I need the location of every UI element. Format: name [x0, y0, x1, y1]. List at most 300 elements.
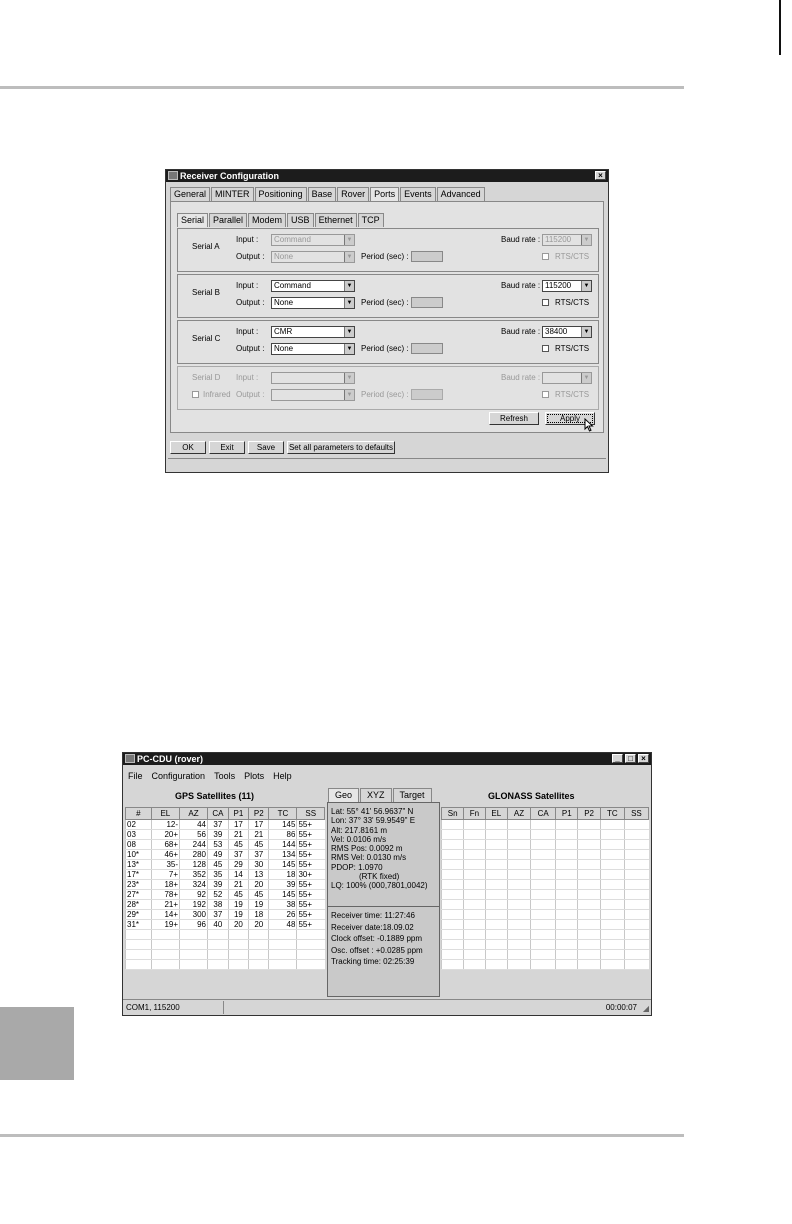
table-cell: [485, 860, 507, 870]
table-cell: [442, 890, 464, 900]
chevron-down-icon: ▼: [344, 390, 354, 400]
table-cell: [600, 820, 624, 830]
table-cell: [208, 950, 229, 960]
table-cell: [228, 930, 248, 940]
empty-row: [442, 820, 649, 830]
table-cell: 68+: [151, 840, 179, 850]
window-title: Receiver Configuration: [180, 171, 280, 181]
time-info-line: Receiver date:18.09.02: [331, 922, 414, 932]
table-cell: [507, 910, 530, 920]
column-header-p1[interactable]: P1: [556, 808, 578, 820]
table-cell: [442, 850, 464, 860]
chevron-down-icon: ▼: [344, 281, 354, 291]
chevron-down-icon: ▼: [344, 235, 354, 245]
port-type-tab-bar: [177, 213, 385, 227]
infrared-checkbox[interactable]: [192, 391, 199, 398]
table-row[interactable]: [126, 840, 325, 850]
geo-info-line: PDOP: 1.0970: [331, 862, 383, 872]
serial-c-output-select[interactable]: [271, 343, 355, 355]
table-cell: [507, 880, 530, 890]
table-cell: 23*: [126, 880, 152, 890]
table-cell: [556, 870, 578, 880]
tab-usb[interactable]: USB: [287, 213, 314, 227]
table-cell: [556, 860, 578, 870]
empty-row: [442, 860, 649, 870]
table-cell: [578, 890, 600, 900]
table-cell: [624, 890, 648, 900]
table-cell: [578, 950, 600, 960]
table-cell: [578, 880, 600, 890]
serial-c-label: Serial C: [192, 334, 221, 343]
empty-row: [442, 960, 649, 970]
baud-rate-label: Baud rate :: [501, 373, 541, 382]
table-cell: 19: [249, 900, 269, 910]
output-label: Output :: [236, 252, 265, 261]
table-cell: [578, 860, 600, 870]
ok-button[interactable]: OK: [170, 441, 206, 454]
serial-c-baud-select[interactable]: [542, 326, 592, 338]
table-cell: 86: [269, 830, 297, 840]
table-cell: [208, 960, 229, 970]
column-header-tc[interactable]: TC: [600, 808, 624, 820]
table-cell: [151, 960, 179, 970]
table-cell: [624, 950, 648, 960]
table-cell: [507, 830, 530, 840]
pccdu-window: [122, 752, 652, 1016]
column-header-p1[interactable]: P1: [228, 808, 248, 820]
table-cell: [507, 900, 530, 910]
table-cell: [249, 930, 269, 940]
geo-info-line: Vel: 0.0106 m/s: [331, 834, 387, 844]
table-cell: [126, 940, 152, 950]
table-row[interactable]: [126, 830, 325, 840]
serial-d-period-field[interactable]: [411, 389, 443, 400]
table-cell: [442, 870, 464, 880]
table-cell: [507, 820, 530, 830]
position-tab-bar: [328, 788, 433, 802]
table-cell: [531, 960, 556, 970]
table-cell: [578, 840, 600, 850]
serial-a-output-value: None: [274, 252, 294, 261]
table-cell: 145: [269, 860, 297, 870]
time-info-line: Osc. offset : +0.0285 ppm: [331, 945, 423, 955]
window-title: PC-CDU (rover): [137, 754, 204, 764]
table-cell: [556, 950, 578, 960]
column-header-num[interactable]: #: [126, 808, 152, 820]
column-header-tc[interactable]: TC: [269, 808, 297, 820]
status-bar: [123, 999, 651, 1016]
table-cell: [578, 910, 600, 920]
serial-b-baud-select[interactable]: [542, 280, 592, 292]
table-cell: [442, 940, 464, 950]
table-cell: [442, 900, 464, 910]
table-cell: 45: [228, 890, 248, 900]
table-cell: [556, 830, 578, 840]
table-cell: 13*: [126, 860, 152, 870]
table-row[interactable]: [126, 850, 325, 860]
geo-info-list: [331, 807, 428, 891]
table-cell: [442, 950, 464, 960]
table-cell: 28*: [126, 900, 152, 910]
serial-b-period-field[interactable]: [411, 297, 443, 308]
table-cell: 20: [249, 880, 269, 890]
serial-a-input-select[interactable]: [271, 234, 355, 246]
close-icon[interactable]: ×: [638, 754, 649, 763]
table-cell: [600, 860, 624, 870]
serial-a-period-field[interactable]: [411, 251, 443, 262]
serial-d-output-select[interactable]: [271, 389, 355, 401]
rtscts-label: RTS/CTS: [555, 252, 590, 261]
table-cell: [624, 870, 648, 880]
tab-parallel[interactable]: Parallel: [209, 213, 247, 227]
table-cell: [507, 840, 530, 850]
table-header-row: [126, 808, 325, 820]
menu-bar: [128, 771, 292, 781]
table-cell: 7+: [151, 870, 179, 880]
table-row[interactable]: [126, 890, 325, 900]
table-row[interactable]: [126, 920, 325, 930]
table-cell: 55+: [297, 860, 325, 870]
time-info-line: Receiver time: 11:27:46: [331, 911, 415, 920]
app-icon: [168, 171, 178, 180]
geo-info-line: RMS Pos: 0.0092 m: [331, 844, 403, 854]
output-label: Output :: [236, 344, 265, 353]
table-cell: [556, 820, 578, 830]
table-cell: 29: [228, 860, 248, 870]
table-cell: 144: [269, 840, 297, 850]
menu-item-help[interactable]: Help: [273, 771, 292, 781]
baud-rate-label: Baud rate :: [501, 235, 541, 244]
table-cell: [624, 840, 648, 850]
serial-c-rtscts-checkbox[interactable]: [542, 345, 549, 352]
table-cell: 45: [228, 840, 248, 850]
mouse-cursor-icon: [584, 418, 594, 432]
serial-a-label: Serial A: [192, 242, 220, 251]
table-cell: [556, 930, 578, 940]
serial-c-baud-value: 38400: [545, 327, 568, 336]
table-cell: [507, 920, 530, 930]
tab-ethernet[interactable]: Ethernet: [315, 213, 357, 227]
time-info-line: Tracking time: 02:25:39: [331, 957, 415, 966]
column-header-el[interactable]: EL: [151, 808, 179, 820]
serial-a-baud-select[interactable]: [542, 234, 592, 246]
tab-base[interactable]: Base: [308, 187, 337, 201]
tab-modem[interactable]: Modem: [248, 213, 286, 227]
table-cell: [600, 950, 624, 960]
serial-d-input-select[interactable]: [271, 372, 355, 384]
table-cell: [600, 960, 624, 970]
output-label: Output :: [236, 298, 265, 307]
column-header-ss[interactable]: SS: [297, 808, 325, 820]
table-cell: [485, 870, 507, 880]
table-cell: [531, 940, 556, 950]
table-cell: 14: [228, 870, 248, 880]
table-cell: [507, 960, 530, 970]
table-cell: [531, 950, 556, 960]
table-cell: [531, 930, 556, 940]
period-label: Period (sec) :: [361, 390, 409, 399]
table-cell: 92: [180, 890, 208, 900]
serial-b-output-value: None: [274, 298, 294, 307]
menu-item-file[interactable]: File: [128, 771, 143, 781]
table-row[interactable]: [126, 880, 325, 890]
table-cell: [624, 900, 648, 910]
maximize-icon[interactable]: □: [625, 754, 636, 763]
table-cell: 20: [249, 920, 269, 930]
table-cell: [269, 940, 297, 950]
close-icon[interactable]: ×: [595, 171, 606, 180]
column-header-az[interactable]: AZ: [180, 808, 208, 820]
table-header-row: [442, 808, 649, 820]
serial-b-input-value: Command: [274, 281, 311, 290]
header-rule: [0, 86, 684, 89]
page-trim-mark: [779, 0, 781, 55]
table-cell: 40: [208, 920, 229, 930]
save-button[interactable]: Save: [248, 441, 284, 454]
refresh-button[interactable]: Refresh: [489, 412, 539, 425]
table-cell: [624, 820, 648, 830]
tab-ports[interactable]: Ports: [370, 187, 399, 201]
table-cell: [600, 870, 624, 880]
table-cell: [556, 920, 578, 930]
serial-b-rtscts-checkbox[interactable]: [542, 299, 549, 306]
table-cell: 18+: [151, 880, 179, 890]
glonass-satellites-table[interactable]: [441, 807, 649, 970]
title-bar: [166, 170, 608, 182]
table-row[interactable]: [126, 910, 325, 920]
empty-row: [442, 950, 649, 960]
serial-c-input-select[interactable]: [271, 326, 355, 338]
resize-grip-icon[interactable]: ◢: [642, 1004, 649, 1013]
table-cell: [600, 910, 624, 920]
table-cell: 30: [249, 860, 269, 870]
chevron-down-icon: ▼: [344, 298, 354, 308]
column-header-el[interactable]: EL: [485, 808, 507, 820]
serial-a-output-select[interactable]: [271, 251, 355, 263]
tab-events[interactable]: Events: [400, 187, 436, 201]
table-cell: [464, 890, 485, 900]
table-cell: [442, 920, 464, 930]
chevron-down-icon: ▼: [344, 327, 354, 337]
table-cell: 19: [228, 900, 248, 910]
column-header-sn[interactable]: Sn: [442, 808, 464, 820]
table-row[interactable]: [126, 900, 325, 910]
table-cell: 39: [208, 880, 229, 890]
column-header-ca[interactable]: CA: [208, 808, 229, 820]
table-cell: [151, 940, 179, 950]
table-cell: [208, 940, 229, 950]
table-cell: [624, 920, 648, 930]
table-cell: 37: [208, 910, 229, 920]
table-cell: [464, 950, 485, 960]
table-cell: 39: [269, 880, 297, 890]
time-info-list: [331, 910, 423, 968]
table-cell: 21: [249, 830, 269, 840]
table-cell: [249, 950, 269, 960]
table-cell: 45: [249, 840, 269, 850]
column-header-az[interactable]: AZ: [507, 808, 530, 820]
table-cell: 26: [269, 910, 297, 920]
serial-b-output-select[interactable]: [271, 297, 355, 309]
set-defaults-button[interactable]: Set all parameters to defaults: [288, 443, 394, 452]
table-cell: 18: [249, 910, 269, 920]
table-cell: 17: [228, 820, 248, 830]
table-cell: [297, 930, 325, 940]
empty-row: [442, 890, 649, 900]
table-cell: [485, 930, 507, 940]
table-cell: [485, 960, 507, 970]
serial-d-baud-select[interactable]: [542, 372, 592, 384]
exit-button[interactable]: Exit: [209, 441, 245, 454]
table-cell: [600, 890, 624, 900]
table-cell: 96: [180, 920, 208, 930]
input-label: Input :: [236, 373, 259, 382]
table-cell: [600, 930, 624, 940]
serial-c-group: [177, 320, 599, 364]
gps-satellites-table[interactable]: [125, 807, 325, 970]
table-cell: 17: [249, 820, 269, 830]
column-header-fn[interactable]: Fn: [464, 808, 485, 820]
table-cell: 02: [126, 820, 152, 830]
column-header-p2[interactable]: P2: [249, 808, 269, 820]
tab-tcp[interactable]: TCP: [358, 213, 384, 227]
table-cell: [578, 870, 600, 880]
table-row[interactable]: [126, 870, 325, 880]
table-cell: [578, 900, 600, 910]
table-row[interactable]: [126, 860, 325, 870]
table-cell: [600, 880, 624, 890]
tab-rover[interactable]: Rover: [337, 187, 369, 201]
empty-row: [442, 850, 649, 860]
table-cell: 37: [208, 820, 229, 830]
receiver-configuration-window: [165, 169, 609, 473]
serial-a-rtscts-checkbox[interactable]: [542, 253, 549, 260]
main-tab-bar: [170, 187, 486, 201]
tab-positioning[interactable]: Positioning: [255, 187, 307, 201]
app-icon: [125, 754, 135, 763]
table-cell: [464, 830, 485, 840]
input-label: Input :: [236, 235, 259, 244]
table-cell: [485, 850, 507, 860]
apply-button[interactable]: Apply: [545, 412, 595, 425]
serial-d-rtscts-checkbox[interactable]: [542, 391, 549, 398]
table-cell: 21: [228, 880, 248, 890]
empty-row: [442, 940, 649, 950]
table-cell: [507, 870, 530, 880]
table-cell: 29*: [126, 910, 152, 920]
column-header-ca[interactable]: CA: [531, 808, 556, 820]
menu-item-plots[interactable]: Plots: [244, 771, 265, 781]
geo-info-line: Lon: 37° 33' 59.9549" E: [331, 816, 416, 826]
table-cell: 45: [208, 860, 229, 870]
baud-rate-label: Baud rate :: [501, 281, 541, 290]
table-cell: [507, 850, 530, 860]
menu-item-tools[interactable]: Tools: [214, 771, 236, 781]
table-cell: [464, 860, 485, 870]
serial-a-input-value: Command: [274, 235, 311, 244]
table-cell: 13: [249, 870, 269, 880]
serial-b-input-select[interactable]: [271, 280, 355, 292]
table-cell: [624, 910, 648, 920]
chevron-down-icon: ▼: [581, 373, 591, 383]
tab-advanced[interactable]: Advanced: [437, 187, 485, 201]
table-cell: [507, 890, 530, 900]
table-cell: [531, 890, 556, 900]
table-cell: 10*: [126, 850, 152, 860]
serial-a-baud-value: 115200: [545, 235, 572, 244]
infrared-label: Infrared: [203, 390, 231, 399]
column-header-p2[interactable]: P2: [578, 808, 600, 820]
table-cell: 19: [228, 910, 248, 920]
rtscts-label: RTS/CTS: [555, 344, 590, 353]
table-cell: [507, 950, 530, 960]
empty-row: [442, 930, 649, 940]
minimize-icon[interactable]: _: [612, 754, 623, 763]
empty-row: [126, 960, 325, 970]
table-cell: 38: [208, 900, 229, 910]
table-cell: [531, 840, 556, 850]
tab-minter[interactable]: MINTER: [211, 187, 254, 201]
tab-target[interactable]: Target: [393, 788, 432, 802]
table-cell: [442, 830, 464, 840]
table-cell: [126, 930, 152, 940]
table-cell: [485, 950, 507, 960]
geo-info-line: RMS Vel: 0.0130 m/s: [331, 853, 407, 863]
panel-divider: [328, 906, 439, 907]
table-cell: [464, 930, 485, 940]
table-cell: 12-: [151, 820, 179, 830]
table-body: [126, 820, 325, 970]
table-cell: 46+: [151, 850, 179, 860]
table-cell: 300: [180, 910, 208, 920]
table-cell: [556, 840, 578, 850]
table-cell: [531, 900, 556, 910]
position-info-panel: [327, 802, 440, 997]
table-cell: [269, 950, 297, 960]
empty-row: [442, 840, 649, 850]
table-cell: 18: [269, 870, 297, 880]
menu-item-configuration[interactable]: Configuration: [151, 771, 206, 781]
serial-a-group: [177, 228, 599, 272]
table-cell: [485, 840, 507, 850]
table-cell: [464, 960, 485, 970]
elapsed-time: 00:00:07: [605, 1003, 637, 1012]
table-cell: [126, 950, 152, 960]
table-cell: [228, 940, 248, 950]
table-cell: 35: [208, 870, 229, 880]
tab-general[interactable]: General: [170, 187, 210, 201]
column-header-ss[interactable]: SS: [624, 808, 648, 820]
table-cell: [578, 940, 600, 950]
output-label: Output :: [236, 390, 265, 399]
table-body: [442, 820, 649, 970]
table-cell: [464, 880, 485, 890]
tab-serial[interactable]: Serial: [177, 213, 208, 227]
chevron-down-icon: ▼: [344, 373, 354, 383]
tab-geo[interactable]: Geo: [328, 788, 359, 802]
table-cell: [531, 880, 556, 890]
table-cell: [208, 930, 229, 940]
table-cell: 55+: [297, 910, 325, 920]
table-cell: [297, 950, 325, 960]
table-cell: [249, 960, 269, 970]
table-cell: [578, 850, 600, 860]
table-cell: 21+: [151, 900, 179, 910]
tab-xyz[interactable]: XYZ: [360, 788, 392, 802]
serial-c-period-field[interactable]: [411, 343, 443, 354]
table-cell: 280: [180, 850, 208, 860]
table-row[interactable]: [126, 820, 325, 830]
